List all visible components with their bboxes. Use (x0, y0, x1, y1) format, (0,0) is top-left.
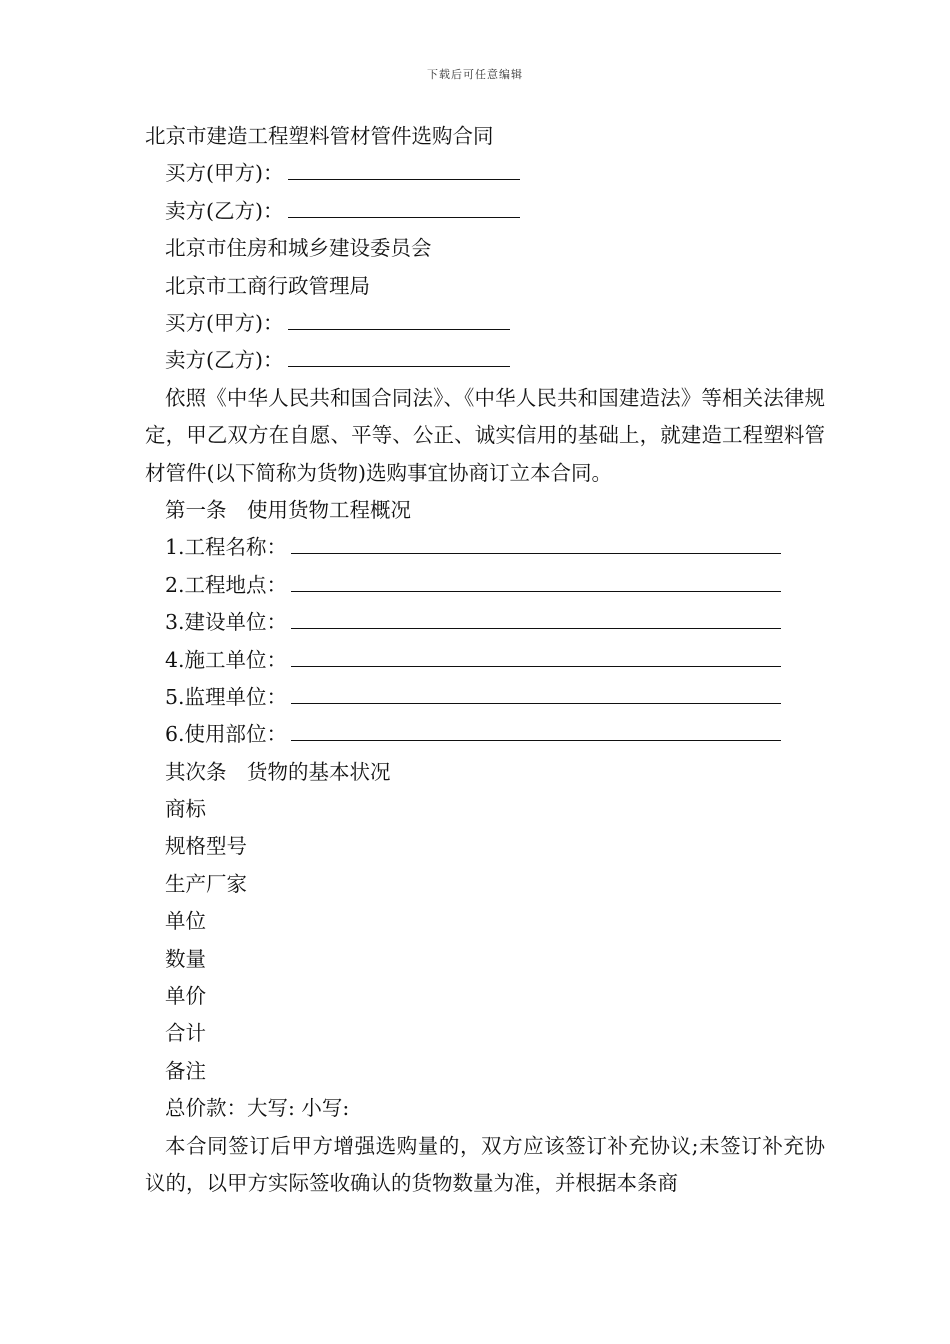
document-title: 北京市建造工程塑料管材管件选购合同 (145, 124, 494, 148)
issuer-1: 北京市住房和城乡建设委员会 (165, 236, 432, 261)
goods-item-remarks: 备注 (165, 1058, 206, 1083)
seller-line-2 (145, 342, 825, 379)
goods-item-trademark: 商标 (165, 797, 206, 822)
field-label: 4.施工单位： (165, 647, 288, 672)
field-blank[interactable] (291, 679, 781, 704)
article-2-heading: 其次条 货物的基本状况 (165, 759, 391, 784)
field-blank[interactable] (291, 567, 781, 592)
goods-item-spec: 规格型号 (165, 834, 247, 859)
field-project-location (145, 567, 825, 604)
field-blank[interactable] (291, 529, 781, 554)
buyer-line-1 (145, 155, 825, 192)
header-note: 下载后可任意编辑 (427, 68, 523, 81)
goods-item-subtotal: 合计 (165, 1021, 206, 1046)
goods-item-unit-price: 单价 (165, 984, 206, 1009)
supplement-text: 本合同签订后甲方增强选购量的，双方应该签订补充协议;未签订补充协议的，以甲方实际签收确认的货物数量为准，并根据本条商 (145, 1133, 825, 1195)
buyer-blank[interactable] (288, 305, 510, 330)
field-label: 1.工程名称： (165, 535, 288, 560)
buyer-label: 买方(甲方)： (165, 161, 284, 186)
field-label: 5.监理单位： (165, 684, 288, 709)
field-supervision-unit (145, 679, 825, 716)
supplement-paragraph (145, 1128, 825, 1203)
field-label: 6.使用部位： (165, 722, 288, 747)
field-usage-location (145, 716, 825, 753)
goods-item-unit: 单位 (165, 909, 206, 934)
field-contractor-unit (145, 642, 825, 679)
seller-blank[interactable] (288, 193, 520, 218)
buyer-blank[interactable] (288, 155, 520, 180)
buyer-label: 买方(甲方)： (165, 310, 284, 335)
preamble-text: 依照《中华人民共和国合同法》、《中华人民共和国建造法》等相关法律规定，甲乙双方在自愿、平等、公正、诚实信用的基础上，就建造工程塑料管材管件(以下简称为货物)选购事宜协商订立本合同。 (145, 385, 825, 485)
article-1-heading: 第一条 使用货物工程概况 (165, 497, 411, 522)
seller-label: 卖方(乙方)： (165, 348, 284, 373)
goods-item-manufacturer: 生产厂家 (165, 871, 247, 896)
field-label: 2.工程地点： (165, 572, 288, 597)
field-label: 3.建设单位： (165, 610, 288, 635)
field-project-name (145, 529, 825, 566)
total-price-line: 总价款：大写: 小写: (165, 1096, 350, 1121)
issuer-2: 北京市工商行政管理局 (165, 273, 370, 298)
contract-document (145, 118, 825, 1202)
field-blank[interactable] (291, 716, 781, 741)
preamble-paragraph (145, 380, 825, 492)
goods-item-quantity: 数量 (165, 946, 206, 971)
field-blank[interactable] (291, 604, 781, 629)
seller-blank[interactable] (288, 342, 510, 367)
field-blank[interactable] (291, 642, 781, 667)
seller-label: 卖方(乙方)： (165, 198, 284, 223)
buyer-line-2 (145, 305, 825, 342)
seller-line-1 (145, 193, 825, 230)
field-construction-unit (145, 604, 825, 641)
